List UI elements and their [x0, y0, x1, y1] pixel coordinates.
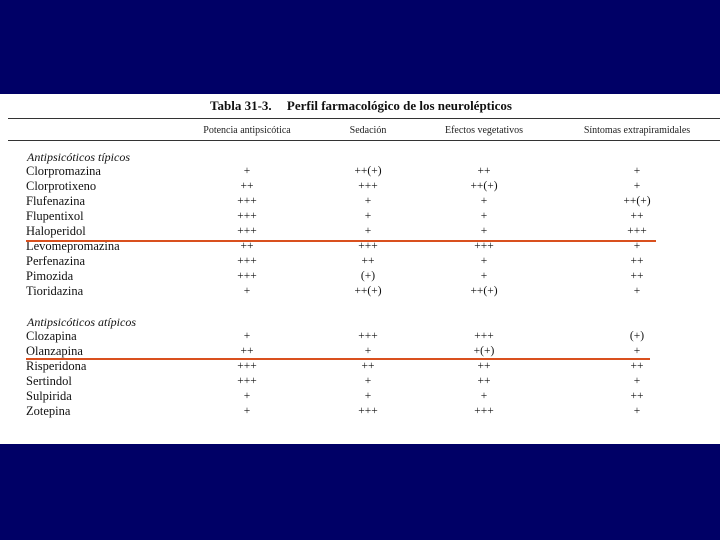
table-cell: +++	[237, 225, 257, 237]
table-cell: +	[633, 240, 641, 252]
drug-name: Sertindol	[26, 374, 72, 388]
table-cell: +++	[237, 360, 257, 372]
drug-name: Clorprotixeno	[26, 179, 97, 193]
table-cell: ++	[630, 390, 644, 402]
drug-name: Tioridazina	[26, 284, 84, 298]
table-cell: ++(+)	[470, 180, 498, 192]
table-title	[210, 98, 512, 114]
table-cell: +++	[237, 375, 257, 387]
table-cell: +	[243, 330, 251, 342]
table-cell: ++	[630, 270, 644, 282]
table-cell: +	[243, 405, 251, 417]
column-header-sintomas: Síntomas extrapiramidales	[583, 125, 691, 136]
table-cell: +	[480, 195, 488, 207]
table-cell: +	[364, 195, 372, 207]
table-cell: ++	[361, 255, 375, 267]
drug-name: Pimozida	[26, 269, 74, 283]
table-cell: +	[480, 270, 488, 282]
table-cell: +	[364, 225, 372, 237]
column-header-potencia: Potencia antipsicótica	[203, 125, 291, 136]
section-label: Antipsicóticos típicos	[27, 150, 130, 164]
table-cell: +++	[358, 180, 378, 192]
column-header-efectos: Efectos vegetativos	[444, 125, 524, 136]
header-top-rule	[8, 118, 720, 119]
drug-name: Clorpromazina	[26, 164, 101, 178]
table-title-number: Tabla 31-3.	[210, 98, 272, 113]
table-cell: +	[364, 210, 372, 222]
table-cell: +	[480, 390, 488, 402]
drug-name: Sulpirida	[26, 389, 72, 403]
table-cell: +++	[237, 195, 257, 207]
table-cell: ++(+)	[623, 195, 651, 207]
highlight-line-atypical	[26, 358, 650, 360]
table-sheet	[0, 94, 720, 444]
table-cell: +++	[474, 240, 494, 252]
table-cell: ++	[361, 360, 375, 372]
table-cell: +	[633, 345, 641, 357]
table-cell: +	[364, 390, 372, 402]
table-cell: ++	[240, 180, 254, 192]
table-cell: +	[243, 165, 251, 177]
section-label: Antipsicóticos atípicos	[27, 315, 136, 329]
table-cell: +++	[237, 210, 257, 222]
table-cell: +++	[358, 330, 378, 342]
table-cell: ++	[240, 240, 254, 252]
table-cell: ++	[477, 165, 491, 177]
table-cell: +(+)	[473, 345, 495, 357]
table-cell: +++	[237, 255, 257, 267]
drug-name: Risperidona	[26, 359, 87, 373]
drug-name: Perfenazina	[26, 254, 85, 268]
table-cell: +	[243, 390, 251, 402]
table-cell: ++(+)	[354, 165, 382, 177]
table-cell: +	[633, 180, 641, 192]
table-cell: ++	[477, 375, 491, 387]
highlight-line-typical	[26, 240, 656, 242]
header-bottom-rule	[8, 140, 720, 141]
table-cell: +	[480, 225, 488, 237]
table-cell: +	[633, 165, 641, 177]
table-cell: ++	[630, 210, 644, 222]
drug-name: Olanzapina	[26, 344, 83, 358]
table-cell: +++	[358, 240, 378, 252]
table-cell: +	[364, 375, 372, 387]
drug-name: Levomepromazina	[26, 239, 120, 253]
table-cell: ++	[477, 360, 491, 372]
drug-name: Haloperidol	[26, 224, 86, 238]
table-cell: +	[633, 375, 641, 387]
table-cell: +	[364, 345, 372, 357]
table-cell: ++(+)	[470, 285, 498, 297]
table-cell: +++	[358, 405, 378, 417]
table-cell: ++(+)	[354, 285, 382, 297]
table-cell: +++	[474, 405, 494, 417]
drug-name: Clozapina	[26, 329, 77, 343]
table-cell: +++	[237, 270, 257, 282]
drug-name: Flupentixol	[26, 209, 84, 223]
column-header-sedacion: Sedación	[349, 125, 387, 136]
table-cell: +	[243, 285, 251, 297]
table-cell: +	[633, 405, 641, 417]
table-cell: ++	[240, 345, 254, 357]
table-cell: (+)	[360, 270, 376, 282]
table-cell: ++	[630, 360, 644, 372]
table-cell: ++	[630, 255, 644, 267]
table-cell: +++	[627, 225, 647, 237]
table-cell: +	[480, 255, 488, 267]
table-cell: +	[480, 210, 488, 222]
drug-name: Zotepina	[26, 404, 71, 418]
table-cell: +++	[474, 330, 494, 342]
table-cell: (+)	[629, 330, 645, 342]
table-cell: +	[633, 285, 641, 297]
table-title-text: Perfil farmacológico de los neurolépticos	[286, 98, 512, 113]
drug-name: Flufenazina	[26, 194, 86, 208]
